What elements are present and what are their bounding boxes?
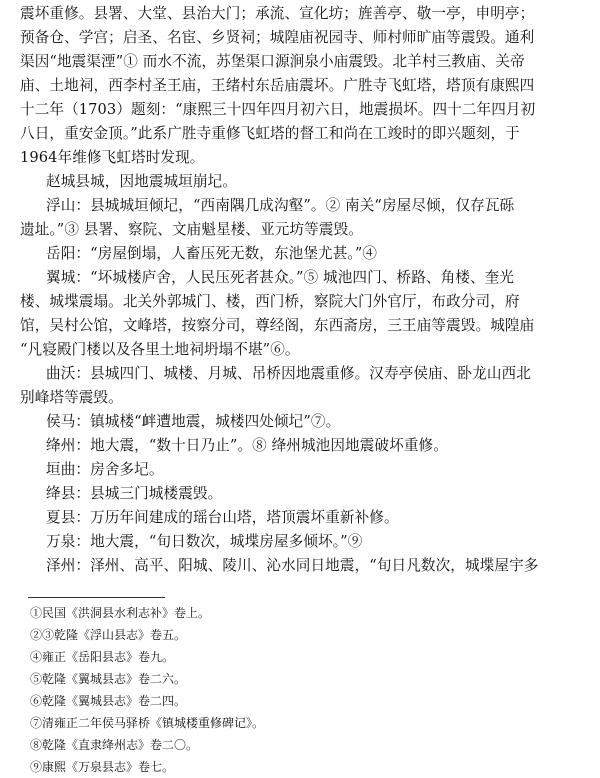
- body-line: 万泉：地大震，“旬日数次，城堞房屋多倾坏。”⑨: [46, 533, 363, 550]
- body-line: 震坏重修。县署、大堂、县治大门；承流、宣化坊；旌善亭、敬一亭，申明亭；: [20, 5, 535, 22]
- footnote: ①民国《洪洞县水利志补》卷上。: [30, 606, 211, 620]
- body-line: 泽州：泽州、高平、阳城、陵川、沁水同日地震，“旬日凡数次，城堞屋宇多: [46, 557, 539, 574]
- body-line: 浮山：县城城垣倾圮，“西南隅几成沟壑”。② 南关“房屋尽倾，仅存瓦砾: [46, 197, 515, 214]
- footnote: ⑤乾隆《翼城县志》卷二六。: [30, 672, 187, 686]
- body-line: 馆，吴村公馆，文峰塔，按察分司，尊经阁，东西斋房，三王庙等震毁。城隍庙: [20, 317, 535, 334]
- footnote: ⑦清雍正二年侯马驿桥《镇城楼重修碑记》。: [30, 716, 265, 730]
- footnote: ④雍正《岳阳县志》卷九。: [30, 650, 175, 664]
- footnote-divider: [28, 597, 165, 598]
- body-line: 十二年（1703）题刻：“康熙三十四年四月初六日，地震损坏。四十二年四月初: [20, 101, 536, 118]
- body-line: 庙、土地祠，西李村圣王庙，王绪村东岳庙震坏。广胜寺飞虹塔，塔顶有康熙四: [20, 77, 535, 94]
- body-line: “凡寝殿门楼以及各里土地祠坍塌不堪”⑥。: [20, 341, 300, 358]
- body-line: 岳阳：“房屋倒塌，人畜压死无数，东池堡尤甚。”④: [46, 245, 378, 262]
- body-line: 八日，重安金顶。”此系广胜寺重修飞虹塔的督工和尚在工竣时的即兴题刻，于: [20, 125, 520, 142]
- footnote: ⑧乾隆《直隶绛州志》卷二〇。: [30, 738, 199, 752]
- body-line: 赵城县城，因地震城垣崩圮。: [46, 173, 238, 190]
- body-line: 夏县：万历年间建成的瑶台山塔，塔顶震坏重新补修。: [46, 509, 399, 526]
- footnotes: [30, 602, 264, 778]
- body-line: 预备仓、学宫；启圣、名宦、乡贤祠；城隍庙祝园寺、师村师旷庙等震毁。通利: [20, 29, 535, 46]
- footnote: ⑨康熙《万泉县志》卷七。: [30, 760, 175, 774]
- body-line: 绛州：地大震，“数十日乃止”。⑧ 绛州城池因地震破坏重修。: [46, 437, 448, 454]
- body-line: 曲沃：县城四门、城楼、月城、吊桥因地震重修。汉寿亭侯庙、卧龙山西北: [46, 365, 531, 382]
- body-line: 绛县：县城三门城楼震毁。: [46, 485, 223, 502]
- body-line: 遗址。”③ 县署、察院、文庙魁星楼、亚元坊等震毁。: [20, 221, 363, 238]
- body-line: 翼城：“坏城楼庐舍，人民压死者甚众。”⑤ 城池四门、桥路、角楼、奎光: [46, 269, 515, 286]
- body-line: 别峰塔等震毁。: [20, 389, 123, 406]
- body-line: 1964年维修飞虹塔时发现。: [20, 149, 205, 166]
- footnote: ⑥乾隆《翼城县志》卷二四。: [30, 694, 187, 708]
- body-line: 渠因“地震渠湮”① 而水不流，苏堡渠口源涧泉小庙震毁。北羊村三教庙、关帝: [20, 53, 525, 70]
- body-line: 垣曲：房舍多圮。: [46, 461, 164, 478]
- body-line: 楼、城堞震塌。北关外郭城门、楼，西门桥，察院大门外官厅，布政分司，府: [20, 293, 520, 310]
- body-line: 侯马：镇城楼“衅遭地震，城楼四处倾圮”⑦。: [46, 413, 341, 430]
- footnote: ②③乾隆《浮山县志》卷五。: [30, 628, 187, 642]
